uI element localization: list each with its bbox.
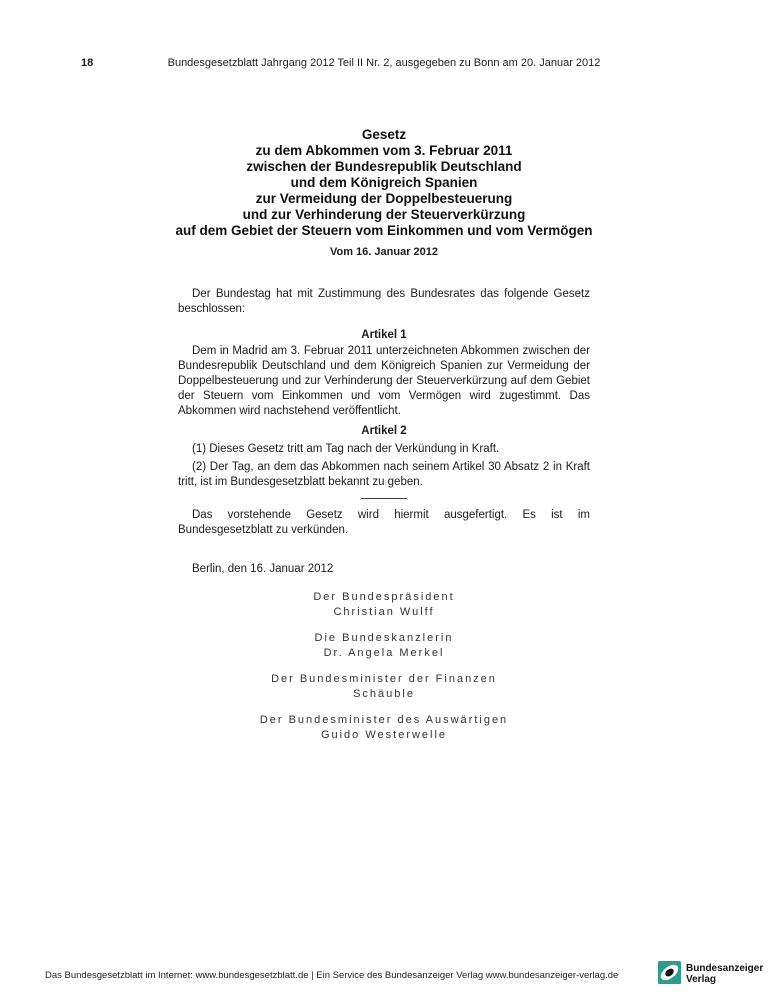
article-1-paragraph: Dem in Madrid am 3. Februar 2011 unterzeichneten Abkommen zwischen der Bundesrepublik Deutschland und dem Königreich Spanien zur Vermeidung der Doppelbesteuerung und zur Verhinderung der Steuerverkürzung auf dem Gebiet der Steuern vom Einkommen und vom Vermögen wird zugestimmt. Das Abkommen wird nachstehend veröffentlicht. [178, 345, 590, 417]
title-line: zwischen der Bundesrepublik Deutschland [246, 159, 522, 174]
title-line: Gesetz [361, 127, 407, 142]
signature-name: Schäuble [353, 687, 415, 700]
signature-name: Dr. Angela Merkel [323, 646, 445, 659]
signature-title: Der Bundesminister des Auswärtigen [259, 714, 509, 726]
signature-foreign-minister [178, 713, 590, 742]
signature-president [178, 590, 590, 619]
signature-name: Christian Wulff [333, 605, 435, 618]
publisher-logo-icon [658, 961, 681, 984]
article-2-paragraph-2: (2) Der Tag, an dem das Abkommen nach seinem Artikel 30 Absatz 2 in Kraft tritt, ist im Bundesgesetzblatt bekannt zu geben. [178, 461, 590, 488]
title-line: und zur Verhinderung der Steuerverkürzung [242, 207, 526, 222]
article-1-heading: Artikel 1 [361, 329, 407, 341]
article-2-paragraph-1: (1) Dieses Gesetz tritt am Tag nach der Verkündung in Kraft. [192, 443, 500, 455]
title-line: zu dem Abkommen vom 3. Februar 2011 [255, 143, 513, 158]
law-date-line: Vom 16. Januar 2012 [329, 246, 439, 258]
bundesanzeiger-verlag-logo [658, 961, 763, 985]
page-number: 18 [81, 57, 94, 69]
article-2-heading: Artikel 2 [361, 425, 407, 437]
signature-title: Die Bundeskanzlerin [314, 632, 454, 644]
issue-line: Bundesgesetzblatt Jahrgang 2012 Teil II Nr. 2, ausgegeben zu Bonn am 20. Januar 2012 [167, 57, 601, 69]
signature-chancellor [178, 631, 590, 660]
preamble-paragraph: Der Bundestag hat mit Zustimmung des Bundesrates das folgende Gesetz beschlossen: [178, 288, 590, 315]
title-line: zur Vermeidung der Doppelbesteuerung [255, 191, 513, 206]
law-body [178, 287, 590, 754]
signature-finance-minister [178, 672, 590, 701]
signature-title: Der Bundesminister der Finanzen [271, 673, 497, 685]
title-line: und dem Königreich Spanien [290, 175, 478, 190]
signature-block [178, 590, 590, 742]
logo-text-line2: Verlag [686, 974, 717, 985]
place-date-line: Berlin, den 16. Januar 2012 [192, 563, 334, 575]
closing-paragraph: Das vorstehende Gesetz wird hiermit ausgefertigt. Es ist im Bundesgesetzblatt zu verkünden. [178, 509, 590, 536]
footer-service-line: Das Bundesgesetzblatt im Internet: www.bundesgesetzblatt.de | Ein Service des Bundesanzeiger Verlag www.bundesanzeiger-verlag.de [45, 970, 619, 981]
signature-title: Der Bundespräsident [313, 591, 455, 603]
publisher-logo-text [686, 961, 763, 985]
page-header [81, 57, 687, 71]
title-line: auf dem Gebiet der Steuern vom Einkommen und vom Vermögen [175, 223, 593, 238]
law-title [60, 127, 708, 239]
section-divider [361, 498, 407, 499]
logo-text-line1: Bundesanzeiger [686, 963, 764, 974]
signature-name: Guido Westerwelle [320, 728, 448, 741]
